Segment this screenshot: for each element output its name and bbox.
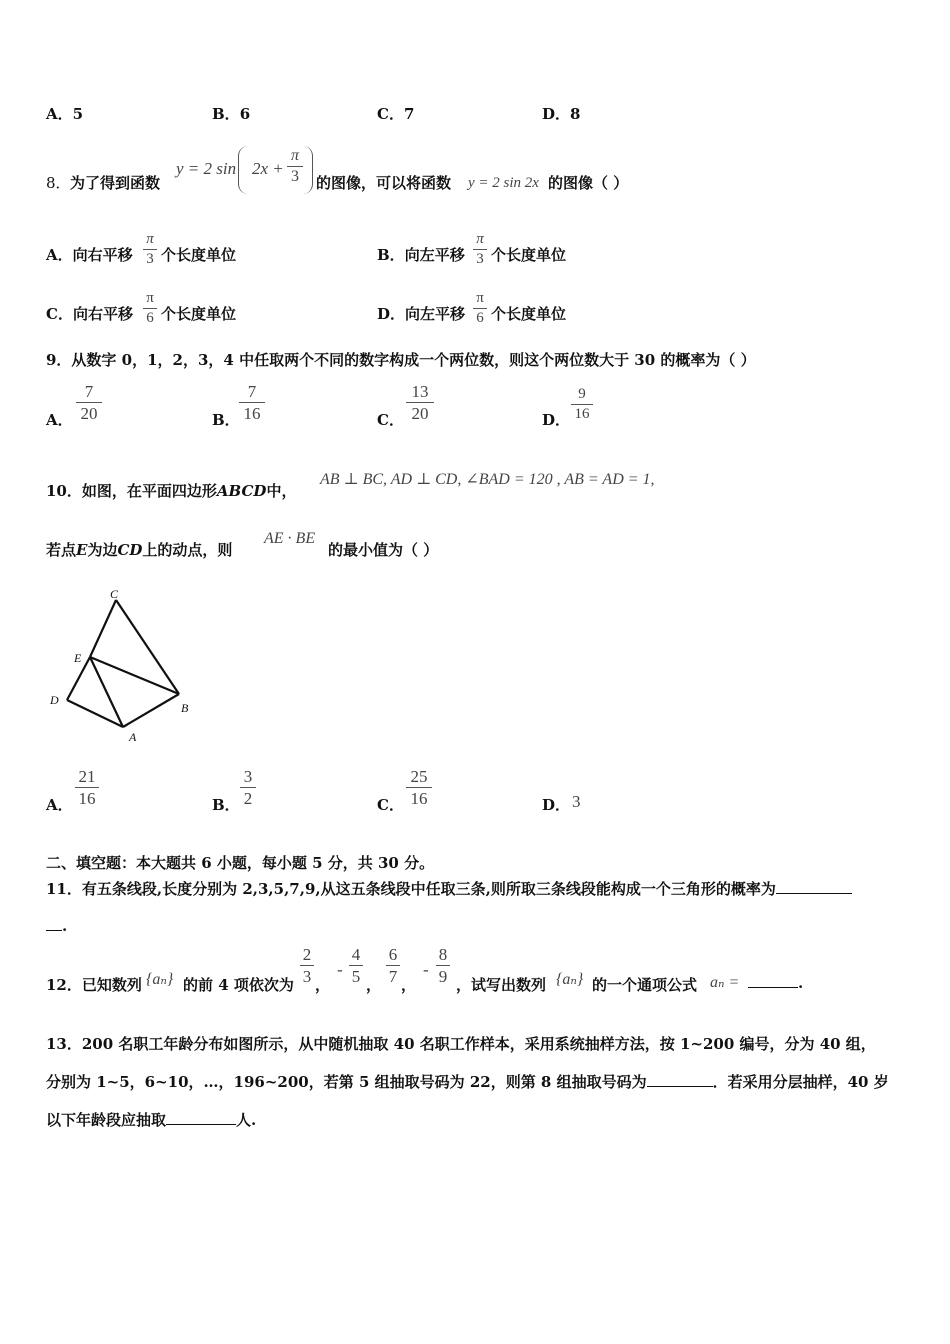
q12-term-4-sign: - (423, 960, 429, 979)
q12-stem-a: 12．已知数列 (46, 976, 142, 994)
q9-option-a-label: A． (46, 411, 73, 429)
q9-stem: 9．从数字 0，1，2，3，4 中任取两个不同的数字构成一个两位数，则这个两位数大于 30 的概率为（ ） (46, 351, 756, 369)
q12-stem-c: ，试写出数列 (456, 976, 547, 994)
q8-number: 8． (46, 174, 71, 192)
q10-option-a-fraction: 21 16 (75, 768, 99, 807)
vertex-label-e: E (74, 651, 82, 665)
q8-option-d-fraction: π 6 (473, 291, 487, 326)
q12-term-2: 4 5 (349, 946, 363, 985)
q10-stem-line1: 10．如图，在平面四边形ABCD中， (46, 482, 297, 500)
q12-term-4: 8 9 (436, 946, 450, 985)
q10-option-b-fraction: 3 2 (240, 768, 256, 807)
q8-option-b-fraction: π 3 (473, 232, 487, 267)
q12-term-3: 6 7 (386, 946, 400, 985)
q10-dot-expression: AE · BE (264, 530, 316, 547)
q8-stem-c: 的图像（ ） (548, 174, 629, 192)
q7-option-b: B．6 (212, 105, 251, 123)
q8-stem-a: 为了得到函数 (70, 174, 161, 192)
q8-func1-fraction: π 3 (287, 148, 303, 185)
q9-option-b-label: B． (212, 411, 240, 429)
q8-stem-b: 的图像，可以将函数 (316, 174, 452, 192)
q7-option-c: C．7 (377, 105, 415, 123)
q11-text: 11．有五条线段,长度分别为 2,3,5,7,9,从这五条线段中任取三条,则所取三条线段能构成一个三角形的概率为 (46, 878, 852, 899)
q13-answer-blank-1[interactable] (647, 1086, 713, 1087)
q13-line3: 以下年龄段应抽取 人. (46, 1111, 257, 1129)
q8-option-b: B．向左平移 (377, 246, 465, 264)
q12-stem-b: 的前 4 项依次为 (183, 976, 294, 994)
q9-option-c-fraction: 13 20 (406, 383, 434, 422)
q12-term-2-sign: - (337, 960, 343, 979)
edge-ce (90, 600, 116, 657)
section-2-title: 二、填空题：本大题共 6 小题，每小题 5 分，共 30 分。 (46, 854, 435, 872)
q10-option-c-fraction: 25 16 (406, 768, 432, 807)
q12-sequence-an: {aₙ} (146, 971, 174, 988)
q10-option-c-label: C． (377, 796, 404, 814)
q9-option-b-fraction: 7 16 (239, 383, 265, 422)
quadrilateral-figure (44, 586, 204, 746)
edge-ab (123, 694, 179, 727)
q13-line2: 分别为 1~5，6~10，…，196~200，若第 5 组抽取号码为 22，则第 8 组抽取号码为 ．若采用分层抽样，40 岁 (46, 1073, 889, 1091)
q9-option-d-label: D． (542, 411, 571, 429)
q10-option-d-label: D． (542, 796, 571, 814)
q8-option-a-post: 个长度单位 (161, 246, 237, 264)
q12-an-equals: aₙ = (710, 974, 740, 991)
q11-blank-continuation: . (46, 917, 67, 935)
vertex-label-a: A (129, 730, 137, 744)
q10-condition: AB ⊥ BC, AD ⊥ CD, ∠BAD = 120 , AB = AD = 1, (320, 471, 655, 488)
q8-option-c-post: 个长度单位 (161, 305, 237, 323)
q8-paren-left (238, 146, 249, 194)
q12-stem-d: 的一个通项公式 (592, 976, 698, 994)
q8-option-d: D．向左平移 (377, 305, 466, 323)
q9-option-a-fraction: 7 20 (76, 383, 102, 422)
q12-sequence-an-2: {aₙ} (556, 971, 584, 988)
q12-answer: . (748, 974, 803, 992)
vertex-label-d: D (50, 693, 59, 707)
q8-option-a-fraction: π 3 (143, 232, 157, 267)
q8-func1-lhs: y = 2 sin (176, 159, 237, 178)
vertex-label-b: B (181, 701, 189, 715)
q8-option-d-post: 个长度单位 (491, 305, 567, 323)
vertex-label-c: C (110, 587, 119, 601)
q12-answer-blank[interactable] (748, 987, 798, 988)
q12-comma-1: ， (315, 976, 331, 994)
q12-comma-2: ， (366, 976, 382, 994)
q8-option-c: C．向右平移 (46, 305, 133, 323)
q8-paren-right (302, 146, 313, 194)
q10-stem-line2-end: 的最小值为（ ） (328, 541, 439, 559)
q7-option-a: A．5 (46, 105, 84, 123)
q10-option-a-label: A． (46, 796, 73, 814)
q10-option-b-label: B． (212, 796, 240, 814)
q9-option-d-fraction: 9 16 (571, 387, 593, 422)
q12-term-1: 2 3 (300, 946, 314, 985)
q13-answer-blank-2[interactable] (166, 1124, 236, 1125)
q8-func1-inner: 2x + (252, 159, 284, 178)
q8-option-a: A．向右平移 (46, 246, 133, 264)
q13-line1: 13．200 名职工年龄分布如图所示，从中随机抽取 40 名职工作样本，采用系统抽样方法，按 1~200 编号，分为 40 组， (46, 1035, 876, 1053)
q10-option-d-value: 3 (572, 792, 581, 811)
q7-option-d: D．8 (542, 105, 581, 123)
q8-option-b-post: 个长度单位 (491, 246, 567, 264)
q12-comma-3: ， (401, 976, 417, 994)
q11-answer-blank[interactable] (776, 893, 852, 894)
q9-option-c-label: C． (377, 411, 404, 429)
edge-da (67, 700, 123, 727)
q10-stem-line2: 若点E为边CD上的动点，则 (46, 541, 233, 559)
q8-func2: y = 2 sin 2x (468, 175, 539, 191)
q8-option-c-fraction: π 6 (143, 291, 157, 326)
